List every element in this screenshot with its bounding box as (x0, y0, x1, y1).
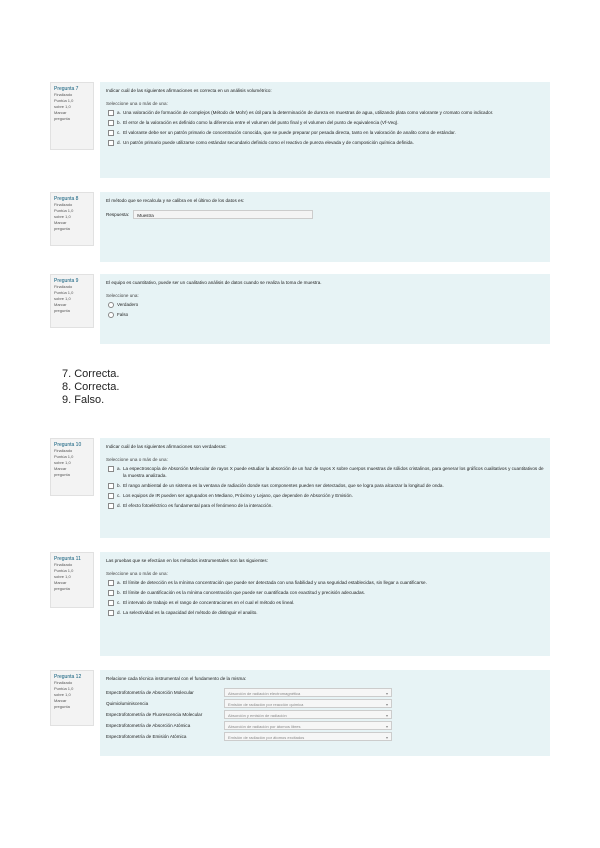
question-info (50, 670, 94, 726)
option-d[interactable]: d. Un patrón primario puede utilizarse como estándar secundario definido como el reactivo de pureza elevada y de composición química definida. (106, 139, 544, 146)
question-number: Pregunta 11 (54, 556, 81, 562)
chevron-down-icon: ▾ (385, 702, 388, 707)
match-label: Espectrofotometría de Fluorescencia Molecular (106, 712, 203, 717)
answer-label: Respuesta: (106, 212, 130, 217)
question-content (100, 552, 550, 656)
flag-question-link[interactable]: Marcar (54, 466, 67, 471)
flag-question-link-2[interactable]: pregunta (54, 226, 70, 231)
checkbox[interactable] (108, 120, 114, 126)
question-state: Finalizado (54, 92, 73, 97)
flag-question-link[interactable]: Marcar (54, 302, 67, 307)
flag-question-link-2[interactable]: pregunta (54, 308, 70, 313)
question-number: Pregunta 10 (54, 442, 82, 448)
match-row (106, 699, 544, 708)
question-content (100, 192, 550, 262)
question-8 (50, 192, 550, 262)
question-prompt: Indicar cuál de las siguientes afirmaciones son verdaderas: (106, 444, 227, 449)
question-info (50, 274, 94, 328)
match-label: Quimioluminiscencia (106, 701, 149, 706)
match-select[interactable]: Emisión de radiación por átomos excitados ▾ (224, 732, 392, 741)
option-c[interactable]: c. El intervalo de trabajo es el rango de concentraciones en el cual el método es lineal. (106, 599, 544, 606)
radio-button[interactable] (108, 312, 114, 318)
checkbox[interactable] (108, 503, 114, 509)
question-prompt: Las pruebas que se efectúan en los métodos instrumentales son las siguientes: (106, 558, 268, 563)
checkbox[interactable] (108, 110, 114, 116)
flag-question-link-2[interactable]: pregunta (54, 116, 70, 121)
answer-row (106, 210, 544, 219)
radio-button[interactable] (108, 302, 114, 308)
flag-question-link[interactable]: Marcar (54, 580, 67, 585)
flag-question-link-2[interactable]: pregunta (54, 586, 70, 591)
question-grade-max: sobre 1,0 (54, 296, 71, 301)
option-false[interactable]: Falso (106, 311, 544, 318)
chevron-down-icon: ▾ (385, 713, 388, 718)
question-content (100, 670, 550, 756)
question-content (100, 82, 550, 178)
select-label: Seleccione una: (106, 293, 139, 298)
select-label: Seleccione una o más de una: (106, 571, 168, 576)
match-select[interactable]: Emisión de radiación por reacción química ▾ (224, 699, 392, 708)
answer-item: 7. Correcta. (62, 368, 120, 380)
question-grade-max: sobre 1,0 (54, 214, 71, 219)
question-grade-max: sobre 1,0 (54, 104, 71, 109)
checkbox[interactable] (108, 580, 114, 586)
option-a[interactable]: a. La espectroscopía de Absorción Molecular de rayos X puede estudiar la absorción de un haz de rayos X sobre cuerpos muestras de sólidos cristalinos, para generar los gráficos cualitativos y cuantitativos de la muestra analizada. (106, 465, 544, 479)
match-select[interactable]: Absorción de radiación electromagnética ▾ (224, 688, 392, 697)
option-c[interactable]: c. El valorante debe ser un patrón primario de concentración conocida, que se puede preparar por pesada directa, tanto en la valoración de analito como de estándar. (106, 129, 544, 136)
flag-question-link[interactable]: Marcar (54, 220, 67, 225)
question-number: Pregunta 8 (54, 196, 79, 202)
flag-question-link[interactable]: Marcar (54, 698, 67, 703)
flag-question-link-2[interactable]: pregunta (54, 472, 70, 477)
question-state: Finalizado (54, 562, 73, 567)
question-grade: Puntúa 1,0 (54, 454, 74, 459)
checkbox[interactable] (108, 483, 114, 489)
checkbox[interactable] (108, 590, 114, 596)
match-label: Espectrofotometría de Absorción Molecular (106, 690, 194, 695)
option-b[interactable]: b. El error de la valoración es definido como la diferencia entre el volumen del punto final y el volumen del punto de equivalencia (Vf-Veq). (106, 119, 544, 126)
question-info (50, 82, 94, 150)
question-grade: Puntúa 1,0 (54, 98, 74, 103)
chevron-down-icon: ▾ (385, 691, 388, 696)
question-grade-max: sobre 1,0 (54, 692, 71, 697)
flag-question-link-2[interactable]: pregunta (54, 704, 70, 709)
option-d[interactable]: d. El efecto fotoeléctrico es fundamental para el fenómeno de la interacción. (106, 502, 544, 509)
checkbox[interactable] (108, 130, 114, 136)
checkbox[interactable] (108, 140, 114, 146)
match-row (106, 688, 544, 697)
checkbox[interactable] (108, 466, 114, 472)
match-row (106, 710, 544, 719)
checkbox[interactable] (108, 610, 114, 616)
question-number: Pregunta 7 (54, 86, 79, 92)
question-grade: Puntúa 1,0 (54, 568, 74, 573)
question-grade-max: sobre 1,0 (54, 574, 71, 579)
flag-question-link[interactable]: Marcar (54, 110, 67, 115)
select-label: Seleccione una o más de una: (106, 101, 168, 106)
select-label: Seleccione una o más de una: (106, 457, 168, 462)
question-prompt: El método que se recalcula y se calibra en el último de los datos es: (106, 198, 245, 203)
option-b[interactable]: b. El límite de cuantificación es la mínima concentración que puede ser cuantificada con exactitud y precisión adecuadas. (106, 589, 544, 596)
question-7 (50, 82, 550, 178)
question-11 (50, 552, 550, 656)
option-true[interactable]: Verdadero (106, 301, 544, 308)
match-select[interactable]: Absorción y emisión de radiación ▾ (224, 710, 392, 719)
match-row (106, 732, 544, 741)
option-c[interactable]: c. Los equipos de IR pueden ser agrupados en Mediano, Próximo y Lejano, que dependen de Absorción y Emisión. (106, 492, 544, 499)
option-a[interactable]: a. El límite de detección es la mínima concentración que puede ser detectada con una fiabilidad y una seguridad establecidas, sin llegar a cuantificarse. (106, 579, 544, 586)
question-number: Pregunta 12 (54, 674, 82, 680)
question-grade: Puntúa 1,0 (54, 290, 74, 295)
question-state: Finalizado (54, 202, 73, 207)
answer-item: 9. Falso. (62, 394, 105, 406)
question-content (100, 274, 550, 344)
question-number: Pregunta 9 (54, 278, 79, 284)
option-a[interactable]: a. Una valoración de formación de complejos (Método de Mohr) es útil para la determinación de dureza en muestras de agua, utilizando plata como valorante y cromato como indicador. (106, 109, 544, 116)
answer-list (62, 368, 119, 407)
question-10 (50, 438, 550, 538)
question-12 (50, 670, 550, 756)
question-state: Finalizado (54, 448, 73, 453)
question-info (50, 552, 94, 608)
checkbox[interactable] (108, 493, 114, 499)
question-prompt: Relacione cada técnica instrumental con el fundamento de la misma: (106, 676, 247, 681)
match-label: Espectrofotometría de Emisión Atómica (106, 734, 187, 739)
checkbox[interactable] (108, 600, 114, 606)
question-grade-max: sobre 1,0 (54, 460, 71, 465)
option-b[interactable]: b. El rango ambiental de un sistema es la ventana de radiación donde sus componentes pueden ser detectados, que se logra para alcanzar la longitud de onda. (106, 482, 544, 489)
answer-input[interactable]: Muestra (133, 210, 313, 219)
match-label: Espectrofotometría de Absorción Atómica (106, 723, 191, 728)
question-state: Finalizado (54, 284, 73, 289)
question-info (50, 192, 94, 246)
match-select[interactable]: Absorción de radiación por átomos libres ▾ (224, 721, 392, 730)
question-grade: Puntúa 1,0 (54, 686, 74, 691)
chevron-down-icon: ▾ (385, 724, 388, 729)
question-state: Finalizado (54, 680, 73, 685)
match-row (106, 721, 544, 730)
chevron-down-icon: ▾ (385, 735, 388, 740)
question-info (50, 438, 94, 496)
question-grade: Puntúa 1,0 (54, 208, 74, 213)
answer-item: 8. Correcta. (62, 381, 120, 393)
question-content (100, 438, 550, 538)
question-prompt: Indicar cuál de las siguientes afirmaciones es correcta en un análisis volumétrico: (106, 88, 272, 93)
option-d[interactable]: d. La selectividad es la capacidad del método de distinguir el analito. (106, 609, 544, 616)
question-9 (50, 274, 550, 344)
question-prompt: El equipo es cuantitativo, puede ser un cualitativo análisis de datos cuando se realiza la toma de muestra. (106, 280, 322, 285)
